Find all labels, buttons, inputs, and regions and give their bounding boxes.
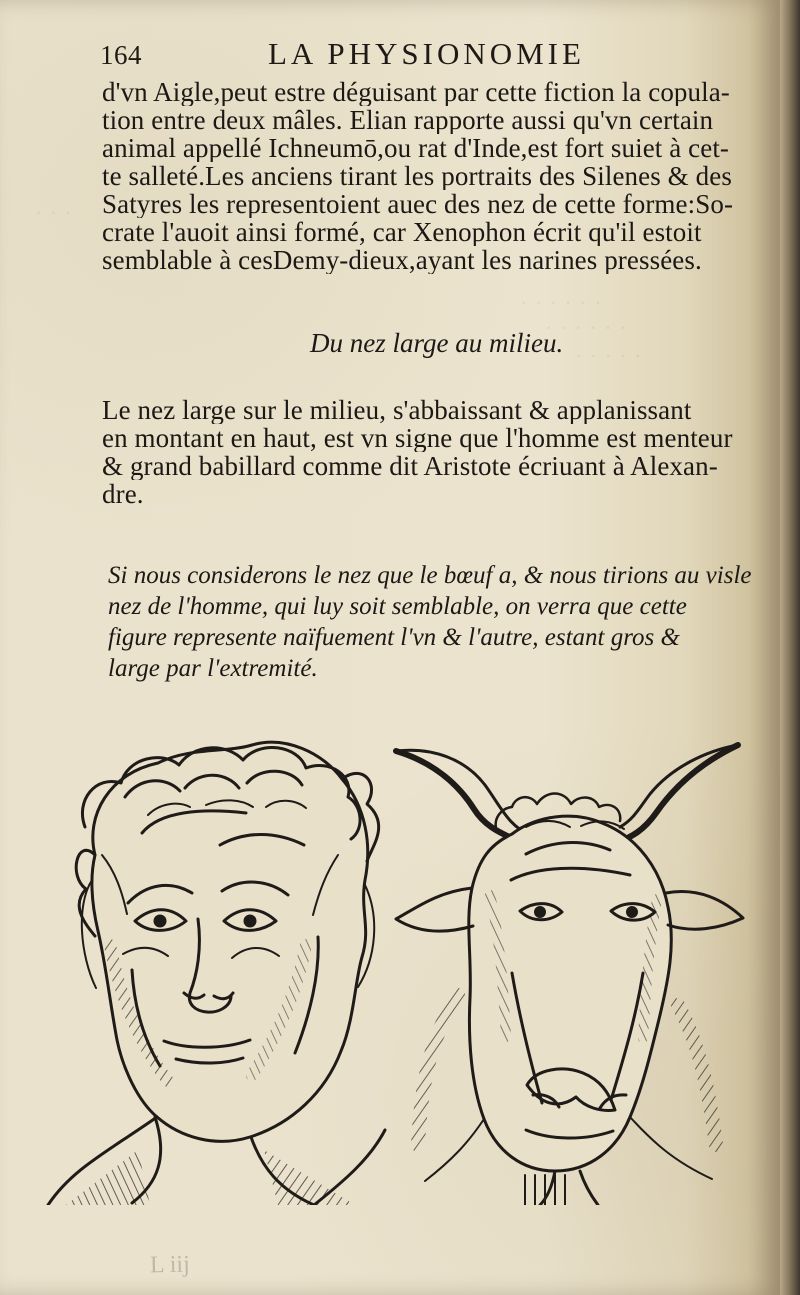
show-through-text: · · · · · bbox=[575, 343, 643, 368]
text-line: dre. bbox=[102, 480, 144, 508]
text-line: d'vn Aigle,peut estre déguisant par cette fiction la copula- bbox=[102, 78, 730, 106]
italic-line: Si nous considerons le nez que le bœuf a, & nous tirions au visle bbox=[108, 562, 752, 589]
signature-mark: L iij bbox=[149, 1251, 190, 1279]
show-through-text: · · · bbox=[35, 200, 73, 225]
italic-line: figure represente naïfuement l'vn & l'autre, estant gros & bbox=[108, 624, 680, 651]
text-line: crate l'auoit ainsi formé, car Xenophon écrit qu'il estoit bbox=[102, 218, 702, 246]
ox-head-woodcut bbox=[396, 745, 743, 1205]
show-through-text: · · · · · · bbox=[520, 290, 603, 315]
text-line: en montant en haut, est vn signe que l'homme est menteur bbox=[102, 424, 733, 452]
text-line: animal appellé Ichneumō,ou rat d'Inde,est fort suiet à cet- bbox=[102, 134, 730, 162]
text-line: tion entre deux mâles. Elian rapporte aussi qu'vn certain bbox=[102, 106, 714, 134]
text-line: & grand babillard comme dit Aristote écriuant à Alexan- bbox=[102, 452, 718, 480]
italic-line: nez de l'homme, qui luy soit semblable, on verra que cette bbox=[108, 593, 687, 620]
page-header bbox=[100, 36, 660, 82]
man-head-woodcut bbox=[48, 742, 385, 1205]
running-title: LA PHYSIONOMIE bbox=[268, 36, 585, 71]
text-line: semblable à cesDemy-dieux,ayant les narines pressées. bbox=[102, 246, 702, 274]
italic-line: large par l'extremité. bbox=[108, 655, 318, 682]
paragraph-1 bbox=[102, 78, 762, 274]
text-line: te salleté.Les anciens tirant les portraits des Silenes & des bbox=[102, 162, 732, 190]
paragraph-2 bbox=[102, 396, 762, 508]
text-line: Le nez large sur le milieu, s'abbaissant & applanissant bbox=[102, 396, 692, 424]
woodcut-illustration bbox=[40, 735, 756, 1205]
section-heading: Du nez large au milieu. bbox=[310, 328, 564, 358]
italic-commentary bbox=[108, 560, 764, 684]
show-through-text: · · · · · · bbox=[545, 315, 628, 340]
text-line: Satyres les representoient auec des nez de cette forme:So- bbox=[102, 190, 734, 218]
page-edge bbox=[780, 0, 800, 1295]
page-number: 164 bbox=[100, 40, 142, 70]
